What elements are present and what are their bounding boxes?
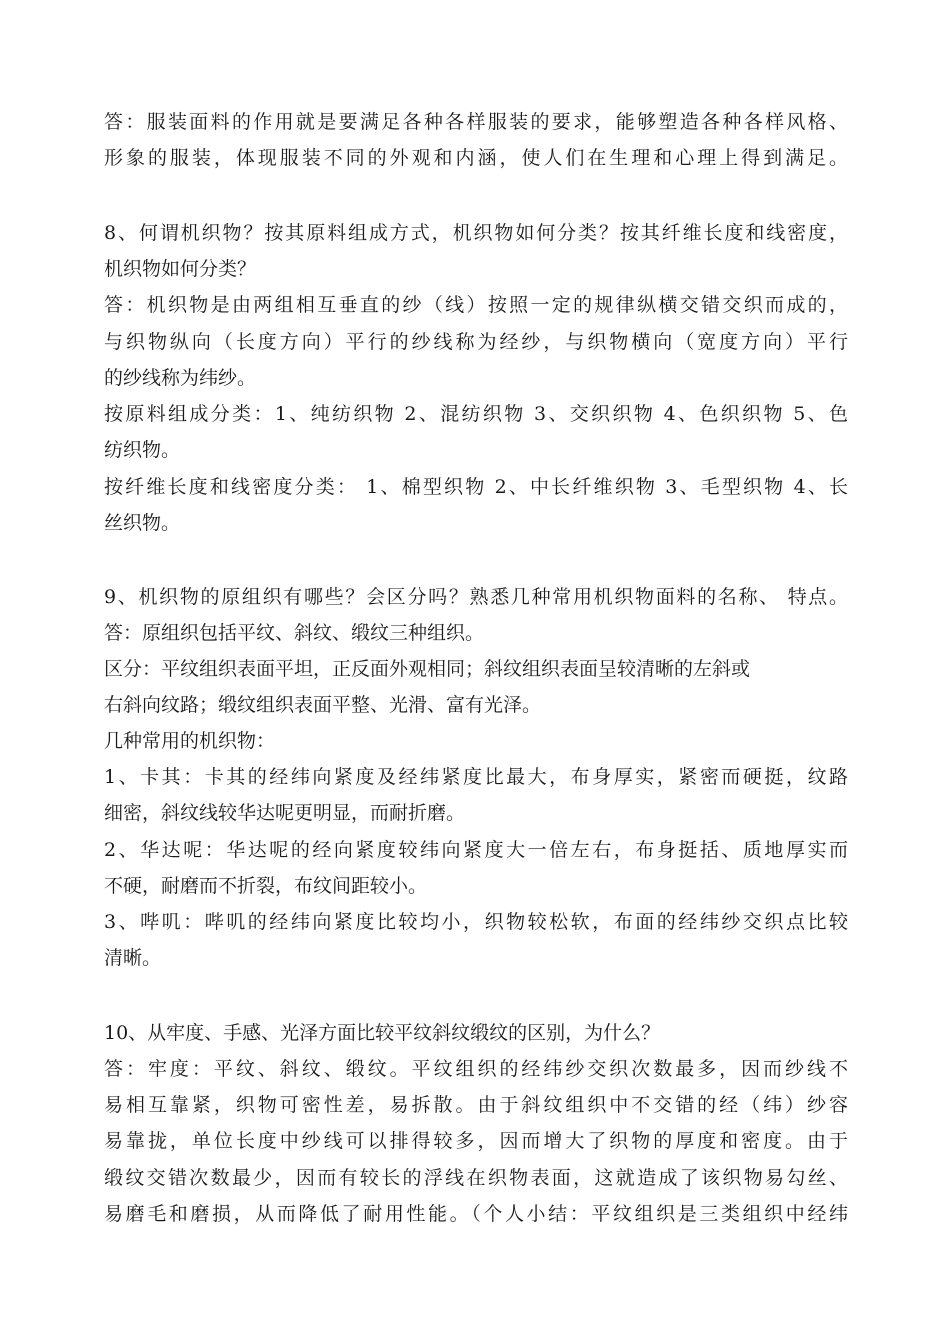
fabric-item-line: 1、卡其：卡其的经纬向紧度及经纬紧度比最大，布身厚实，紧密而硬挺，纹路 <box>104 766 848 788</box>
question-10-line: 10、从牢度、手感、光泽方面比较平纹斜纹缎纹的区别，为什么？ <box>104 1022 661 1044</box>
text-line: 形象的服装，体现服装不同的外观和内涵，使人们在生理和心理上得到满足。 <box>104 147 848 169</box>
answer-line: 答：原组织包括平纹、斜纹、缎纹三种组织。 <box>104 622 485 644</box>
answer-line: 几种常用的机织物： <box>104 730 276 752</box>
question-9-line: 9、机织物的原组织有哪些？会区分吗？熟悉几种常用机织物面料的名称、 特点。 <box>104 586 848 608</box>
classification-line: 丝织物。 <box>104 512 181 534</box>
question-8-line: 8、何谓机织物？按其原料组成方式，机织物如何分类？按其纤维长度和线密度， <box>104 222 848 244</box>
fabric-item-line: 2、华达呢：华达呢的经向紧度较纬向紧度大一倍左右，布身挺括、质地厚实而 <box>104 839 848 861</box>
answer-line: 右斜向纹路；缎纹组织表面平整、光滑、富有光泽。 <box>104 694 542 716</box>
classification-line: 按原料组成分类：1、纯纺织物 2、混纺织物 3、交织织物 4、色织织物 5、色 <box>104 403 848 425</box>
answer-line: 的纱线称为纬纱。 <box>104 367 257 389</box>
answer-line: 易相互靠紧，织物可密性差，易拆散。由于斜纹组织中不交错的经（纬）纱容 <box>104 1094 848 1116</box>
fabric-item-line: 不硬，耐磨而不折裂，布纹间距较小。 <box>104 875 428 897</box>
text-line: 答：服装面料的作用就是要满足各种各样服装的要求，能够塑造各种各样风格、 <box>104 111 848 133</box>
classification-line: 纺织物。 <box>104 439 181 461</box>
fabric-item-line: 清晰。 <box>104 947 162 969</box>
fabric-item-line: 3、哔叽：哔叽的经纬向紧度比较均小，织物较松软，布面的经纬纱交织点比较 <box>104 911 848 933</box>
answer-line: 答：机织物是由两组相互垂直的纱（线）按照一定的规律纵横交错交织而成的， <box>104 294 848 316</box>
answer-line: 区分：平纹组织表面平坦，正反面外观相同；斜纹组织表面呈较清晰的左斜或 <box>104 658 751 680</box>
answer-line: 答：牢度：平纹、斜纹、缎纹。平纹组织的经纬纱交织次数最多，因而纱线不 <box>104 1058 848 1080</box>
answer-line: 缎纹交错次数最少，因而有较长的浮线在织物表面，这就造成了该织物易勾丝、 <box>104 1167 848 1189</box>
fabric-item-line: 细密，斜纹线较华达呢更明显，而耐折磨。 <box>104 802 466 824</box>
classification-line: 按纤维长度和线密度分类： 1、棉型织物 2、中长纤维织物 3、毛型织物 4、长 <box>104 476 848 498</box>
question-8-line: 机织物如何分类？ <box>104 258 257 280</box>
answer-line: 易靠拢，单位长度中纱线可以排得较多，因而增大了织物的厚度和密度。由于 <box>104 1130 848 1152</box>
answer-line: 与织物纵向（长度方向）平行的纱线称为经纱，与织物横向（宽度方向）平行 <box>104 331 848 353</box>
answer-line: 易磨毛和磨损，从而降低了耐用性能。（个人小结：平纹组织是三类组织中经纬 <box>104 1203 848 1225</box>
